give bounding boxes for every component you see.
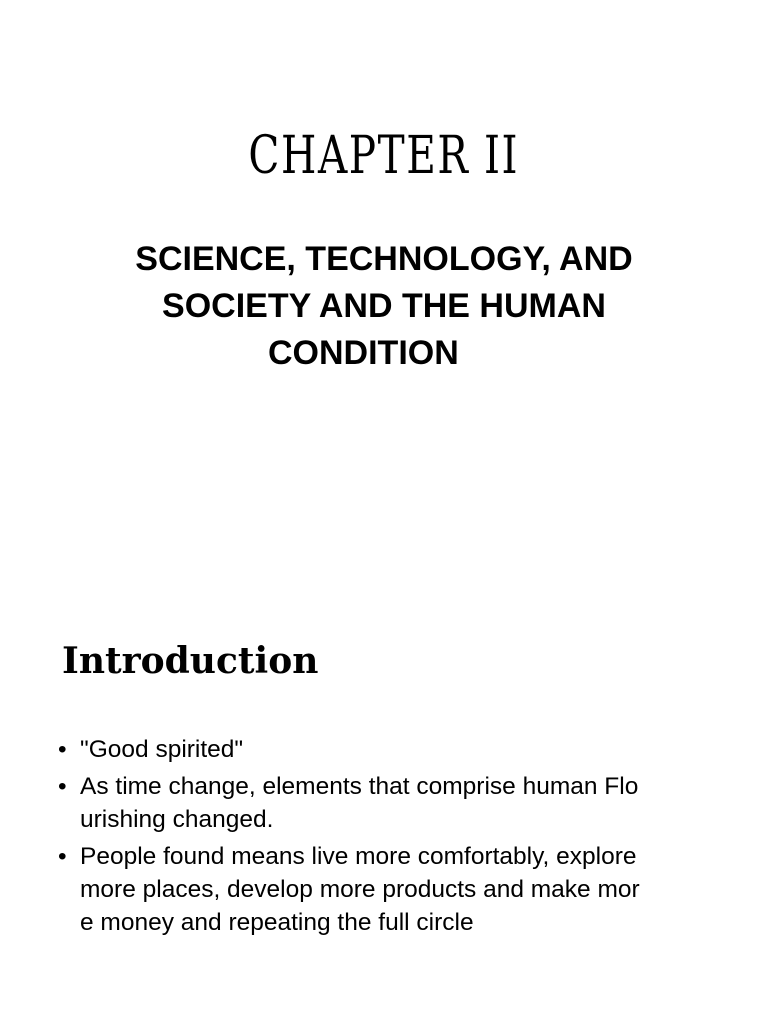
bullet-text — [80, 840, 718, 939]
bullet-line: urishing changed. — [80, 806, 274, 833]
bullet-line: As time change, elements that comprise human Flo — [80, 773, 639, 800]
bullet-list — [58, 733, 718, 943]
bullet-line: "Good spirited" — [80, 736, 244, 763]
section-heading: Introduction — [62, 640, 319, 682]
subtitle-line: CONDITION — [268, 334, 459, 372]
bullet-line: more places, develop more products and make mor — [80, 876, 640, 903]
bullet-line: e money and repeating the full circle — [80, 909, 474, 936]
bullet-icon: • — [58, 736, 67, 763]
bullet-icon: • — [58, 843, 67, 870]
chapter-subtitle — [0, 236, 768, 377]
bullet-icon: • — [58, 773, 67, 800]
bullet-text — [80, 770, 718, 836]
bullet-item — [58, 733, 718, 766]
chapter-title: CHAPTER II — [248, 126, 520, 186]
bullet-item — [58, 840, 718, 939]
bullet-text — [80, 733, 718, 766]
subtitle-line: SOCIETY AND THE HUMAN — [162, 287, 606, 325]
bullet-item — [58, 770, 718, 836]
bullet-line: People found means live more comfortably, explore — [80, 843, 637, 870]
subtitle-line: SCIENCE, TECHNOLOGY, AND — [135, 240, 633, 278]
